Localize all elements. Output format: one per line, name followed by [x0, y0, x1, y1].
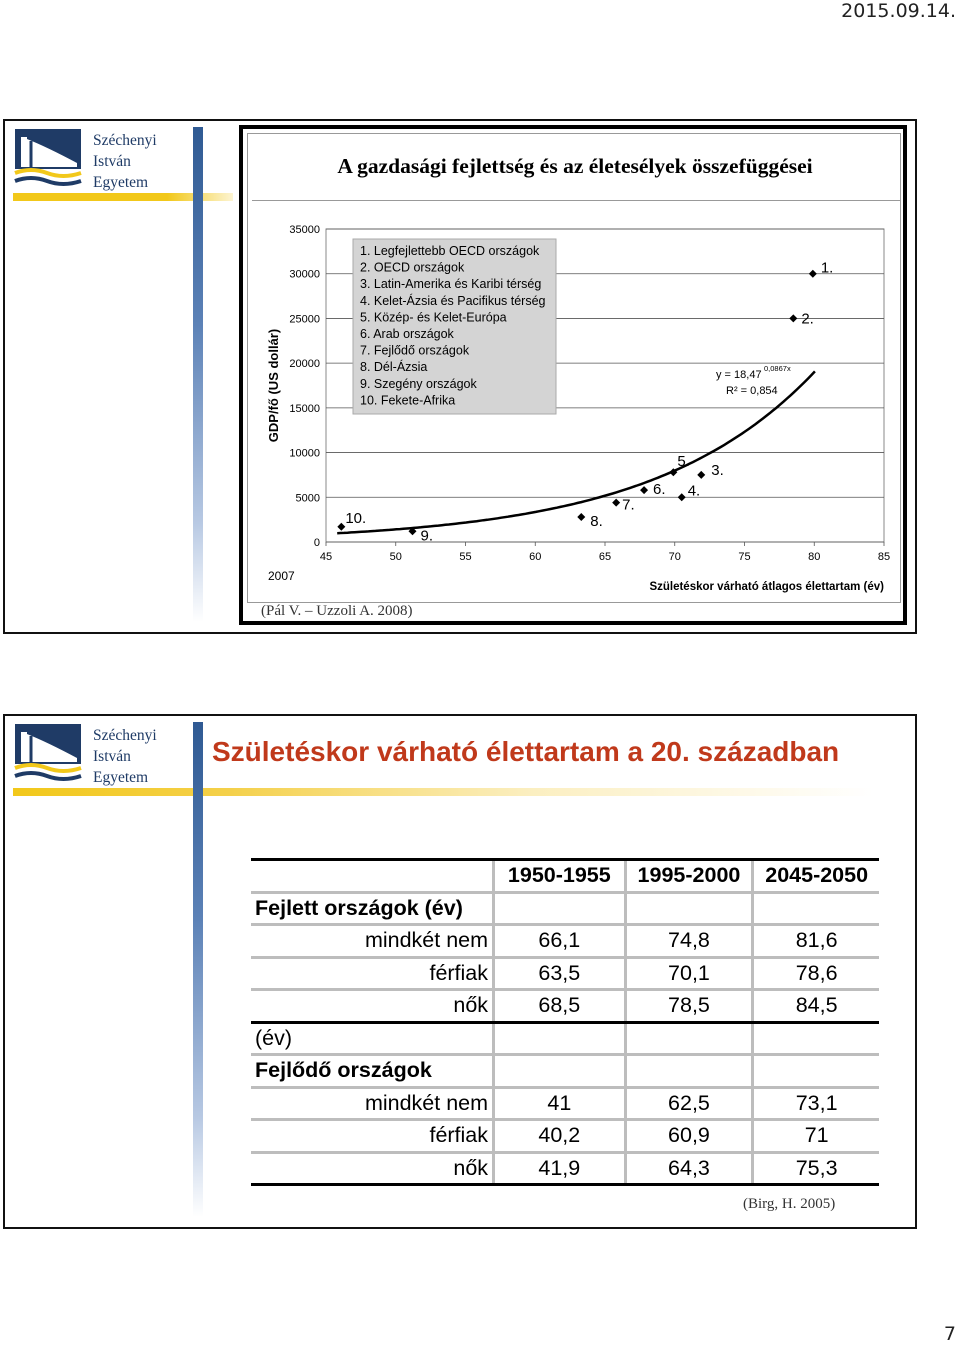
legend-item: 5. Közép- és Kelet-Európa	[360, 310, 507, 325]
life-expectancy-table-wrap	[251, 858, 879, 1186]
empty-cell	[494, 892, 626, 925]
table-row	[251, 925, 879, 958]
logo-line-3: Egyetem	[93, 174, 149, 191]
header-gold-bar	[13, 788, 873, 796]
data-point	[612, 499, 620, 507]
scatter-chart	[248, 134, 902, 604]
logo-line-2: István	[93, 153, 131, 170]
side-blue-bar	[193, 127, 203, 622]
legend-item: 9. Szegény országok	[360, 376, 477, 391]
empty-cell	[625, 892, 753, 925]
row-label: férfiak	[251, 957, 494, 990]
legend-item: 3. Latin-Amerika és Karibi térség	[360, 277, 542, 292]
data-point	[789, 314, 797, 322]
data-point-label: 7.	[622, 496, 635, 514]
table-source: (Birg, H. 2005)	[743, 1196, 836, 1212]
group-label: Fejlődő országok	[251, 1055, 494, 1088]
table-cell: 84,5	[753, 990, 879, 1023]
x-tick-label: 55	[459, 551, 472, 563]
y-tick-label: 35000	[289, 224, 320, 236]
table-cell: 66,1	[494, 925, 626, 958]
table-cell: 41	[494, 1087, 626, 1120]
table-row	[251, 990, 879, 1023]
empty-cell	[753, 1055, 879, 1088]
group-label: Fejlett országok (év)	[251, 892, 494, 925]
data-point	[697, 471, 705, 479]
table-cell: 78,5	[625, 990, 753, 1023]
y-tick-label: 30000	[289, 268, 320, 281]
unit-label: (év)	[251, 1022, 494, 1055]
table-cell: 60,9	[625, 1120, 753, 1153]
legend-item: 6. Arab országok	[360, 327, 454, 341]
chart-panel	[239, 125, 907, 625]
x-tick-label: 60	[529, 551, 542, 563]
unit-row	[251, 1022, 879, 1055]
table-row	[251, 1087, 879, 1120]
row-label: mindkét nem	[251, 1087, 494, 1120]
table-cell: 40,2	[494, 1120, 626, 1153]
university-name	[93, 725, 157, 788]
table-cell: 73,1	[753, 1087, 879, 1120]
side-blue-bar	[193, 722, 203, 1217]
empty-cell	[625, 1022, 753, 1055]
empty-cell	[494, 1022, 626, 1055]
header-empty-cell	[251, 860, 494, 893]
bridge-logo-icon	[13, 127, 83, 189]
table-cell: 74,8	[625, 925, 753, 958]
x-tick-label: 70	[668, 551, 681, 563]
table-cell: 75,3	[753, 1152, 879, 1185]
data-point-label: 8.	[590, 512, 603, 530]
data-point	[809, 270, 817, 278]
legend-item: 4. Kelet-Ázsia és Pacifikus térség	[360, 293, 546, 308]
logo-line-1: Széchenyi	[93, 727, 157, 744]
data-point	[577, 513, 585, 521]
table-cell: 41,9	[494, 1152, 626, 1185]
x-tick-label: 65	[598, 551, 612, 563]
y-axis-label: GDP/fő (US dollár)	[266, 328, 281, 443]
data-point-label: 6.	[653, 481, 666, 499]
y-tick-label: 25000	[289, 313, 320, 326]
data-point-label: 4.	[687, 482, 701, 500]
column-header: 1950-1955	[494, 860, 626, 893]
year-label: 2007	[268, 569, 295, 583]
empty-cell	[494, 1055, 626, 1088]
logo-line-1: Széchenyi	[93, 132, 157, 149]
y-tick-label: 5000	[295, 492, 320, 505]
data-point-label: 5.	[677, 453, 690, 471]
table-cell: 78,6	[753, 957, 879, 990]
table-cell: 68,5	[494, 990, 626, 1023]
trendline-r-squared: R² = 0,854	[726, 385, 778, 397]
legend-item: 2. OECD országok	[360, 260, 465, 275]
x-tick-label: 50	[389, 551, 402, 563]
column-header: 1995-2000	[625, 860, 753, 893]
chart-frame	[247, 133, 901, 603]
x-tick-label: 75	[738, 551, 751, 563]
table-row	[251, 1120, 879, 1153]
slide-title: Születéskor várható élettartam a 20. században	[212, 736, 840, 767]
x-tick-label: 80	[808, 551, 821, 563]
legend-item: 7. Fejlődő országok	[360, 343, 470, 358]
y-tick-label: 10000	[289, 447, 320, 460]
table-cell: 63,5	[494, 957, 626, 990]
data-point	[678, 493, 686, 501]
slide-1	[3, 119, 917, 634]
data-point-label: 9.	[420, 527, 434, 545]
trendline-exponent: 0,0867x	[764, 364, 791, 373]
logo-line-3: Egyetem	[93, 769, 149, 786]
empty-cell	[753, 1022, 879, 1055]
chart-source: (Pál V. – Uzzoli A. 2008)	[261, 603, 413, 619]
y-tick-label: 15000	[289, 402, 320, 415]
empty-cell	[753, 892, 879, 925]
row-label: nők	[251, 990, 494, 1023]
table-row	[251, 957, 879, 990]
life-expectancy-table	[251, 858, 879, 1186]
y-tick-label: 0	[313, 537, 320, 549]
data-point	[337, 523, 345, 531]
y-tick-label: 20000	[289, 358, 320, 371]
group-header-row	[251, 892, 879, 925]
x-axis-label: Születéskor várható átlagos élettartam (év)	[649, 581, 884, 593]
logo-line-2: István	[93, 748, 131, 765]
page-date: 2015.09.14.	[841, 0, 956, 22]
university-name	[93, 130, 157, 193]
data-point	[640, 486, 648, 494]
table-cell: 70,1	[625, 957, 753, 990]
group-header-row	[251, 1055, 879, 1088]
table-cell: 64,3	[625, 1152, 753, 1185]
chart-title: A gazdasági fejlettség és az életesélyek összefüggései	[337, 154, 813, 178]
data-point-label: 3.	[711, 461, 724, 479]
legend-item: 8. Dél-Ázsia	[360, 360, 428, 375]
data-point-label: 2.	[801, 310, 814, 328]
slide-2	[3, 714, 917, 1229]
column-header: 2045-2050	[753, 860, 879, 893]
page-number: 7	[943, 1323, 956, 1345]
bridge-logo-icon	[13, 722, 83, 784]
table-row	[251, 1152, 879, 1185]
table-cell: 81,6	[753, 925, 879, 958]
data-point-label: 1.	[820, 259, 834, 277]
row-label: mindkét nem	[251, 925, 494, 958]
table-cell: 71	[753, 1120, 879, 1153]
empty-cell	[625, 1055, 753, 1088]
row-label: nők	[251, 1152, 494, 1185]
row-label: férfiak	[251, 1120, 494, 1153]
trendline-equation: y = 18,47	[716, 369, 762, 381]
legend-item: 10. Fekete-Afrika	[360, 393, 456, 408]
x-tick-label: 45	[319, 551, 333, 563]
table-header-row	[251, 860, 879, 893]
table-cell: 62,5	[625, 1087, 753, 1120]
legend-item: 1. Legfejlettebb OECD országok	[360, 244, 540, 258]
x-tick-label: 85	[877, 551, 891, 563]
data-point-label: 10.	[345, 509, 367, 527]
